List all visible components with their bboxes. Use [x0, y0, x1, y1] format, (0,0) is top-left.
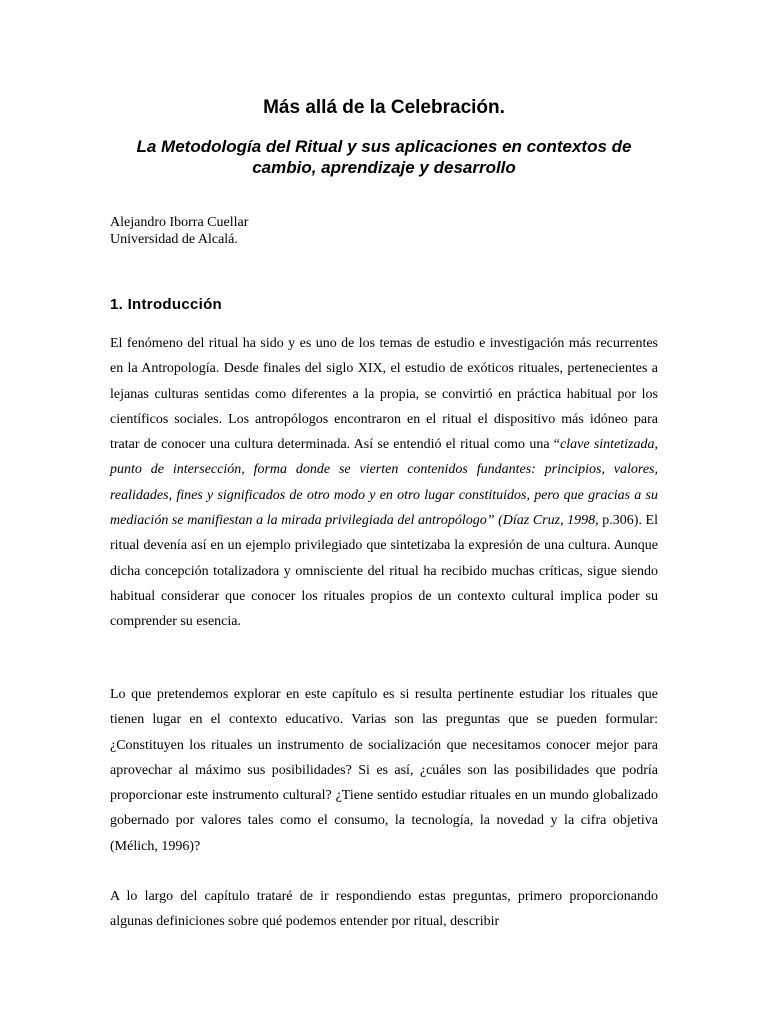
author-affiliation: Universidad de Alcalá. [110, 232, 238, 247]
author-block [110, 214, 658, 248]
paragraph-1 [110, 331, 658, 635]
paragraph-3: A lo largo del capítulo trataré de ir respondiendo estas preguntas, primero proporcionando algunas definiciones sobre qué podemos entender por ritual, describir [110, 889, 658, 930]
document-title: Más allá de la Celebración. [263, 97, 505, 118]
paragraph-1-text-before-quote: El fenómeno del ritual ha sido y es uno de los temas de estudio e investigación más recurrentes en la Antropología. Desde finales del siglo XIX, el estudio de exóticos rituales, pertenecientes a lejanas culturas sentidas como diferentes a la propia, se convirtió en práctica habitual por los científicos sociales. Los antropólogos encontraron en el ritual el dispositivo más idóneo para tratar de conocer una cultura determinada. Así se entendió el ritual como una “ [110, 336, 658, 453]
document-subtitle: La Metodología del Ritual y sus aplicaciones en contextos de cambio, aprendizaje y desarrollo [136, 137, 632, 177]
paragraph-2: Lo que pretendemos explorar en este capítulo es si resulta pertinente estudiar los rituales que tienen lugar en el contexto educativo. Varias son las preguntas que se pueden formular: ¿Constituyen los rituales un instrumento de socialización que necesitamos conocer mejor para aprovechar al máximo sus posibilidades? Si es así, ¿cuáles son las posibilidades que podría proporcionar este instrumento cultural? ¿Tiene sentido estudiar rituales en un mundo globalizado gobernado por valores tales como el consumo, la tecnología, la novedad y la cifra objetiva (Mélich, 1996)? [110, 687, 658, 854]
paragraph-1-text-after-quote: p.306). El ritual devenía así en un ejemplo privilegiado que sintetizaba la expresión de una cultura. Aunque dicha concepción totalizadora y omnisciente del ritual ha recibido muchas críticas, sigue siendo habitual considerar que conocer los rituales propios de un contexto cultural implica poder su comprender su esencia. [110, 513, 659, 630]
paragraph-1-quote: clave sintetizada, punto de intersección, forma donde se vierten contenidos fundantes: principios, valores, realidades, fines y significados de otro modo y en otro lugar constituidos, pero que gracias a su mediación se manifiestan a la mirada privilegiada del antropólogo” (Díaz Cruz, 1998, [110, 437, 658, 529]
author-name: Alejandro Iborra Cuellar [110, 215, 249, 230]
section-heading: 1. Introducción [110, 296, 223, 313]
